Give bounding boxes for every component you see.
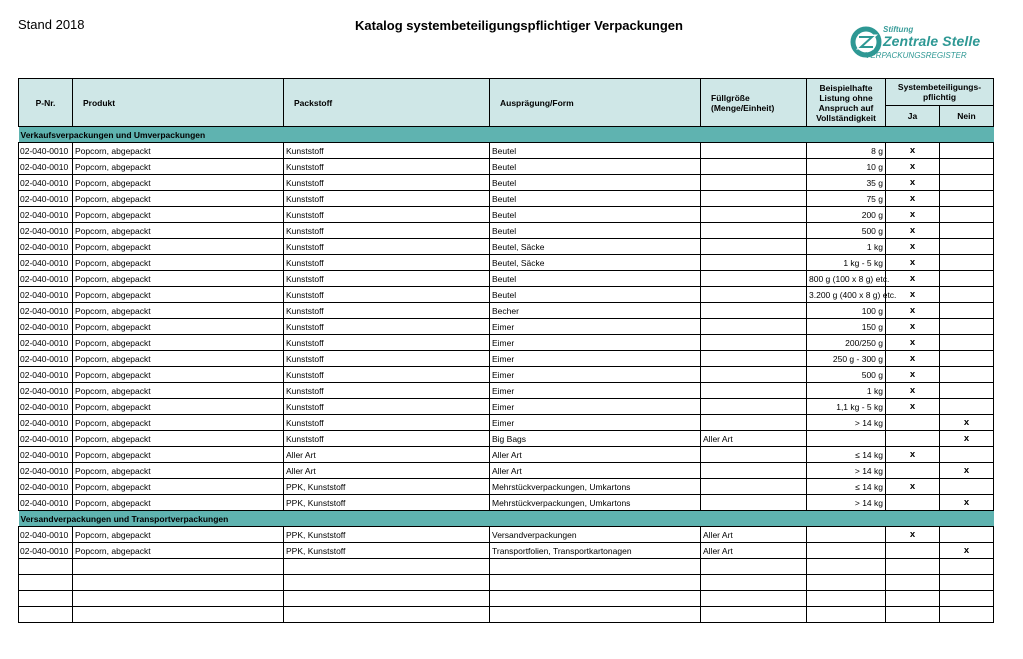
- cell-packstoff: [284, 591, 490, 607]
- cell-produkt: Popcorn, abgepackt: [73, 367, 284, 383]
- cell-beispiel: 75 g: [807, 191, 886, 207]
- cell-nein: [940, 255, 994, 271]
- cell-nein: [940, 607, 994, 623]
- cell-produkt: Popcorn, abgepackt: [73, 335, 284, 351]
- cell-beispiel: [807, 607, 886, 623]
- cell-packstoff: Kunststoff: [284, 271, 490, 287]
- cell-packstoff: Kunststoff: [284, 399, 490, 415]
- cell-beispiel: 1 kg: [807, 239, 886, 255]
- cell-produkt: Popcorn, abgepackt: [73, 463, 284, 479]
- cell-beispiel: > 14 kg: [807, 463, 886, 479]
- cell-produkt: Popcorn, abgepackt: [73, 527, 284, 543]
- cell-beispiel: 500 g: [807, 367, 886, 383]
- cell-packstoff: Kunststoff: [284, 319, 490, 335]
- cell-packstoff: Kunststoff: [284, 335, 490, 351]
- col-header-produkt: Produkt: [73, 79, 284, 127]
- cell-nein: [940, 239, 994, 255]
- cell-produkt: Popcorn, abgepackt: [73, 479, 284, 495]
- cell-ja: x: [886, 239, 940, 255]
- cell-ja: [886, 463, 940, 479]
- col-header-system: Systembeteiligungs-pflichtig: [886, 79, 994, 106]
- cell-packstoff: [284, 607, 490, 623]
- cell-beispiel: 200/250 g: [807, 335, 886, 351]
- cell-fuellgroesse: [701, 143, 807, 159]
- cell-packstoff: Kunststoff: [284, 367, 490, 383]
- cell-nein: [940, 207, 994, 223]
- cell-ja: x: [886, 479, 940, 495]
- cell-form: [490, 607, 701, 623]
- cell-beispiel: 1 kg - 5 kg: [807, 255, 886, 271]
- cell-fuellgroesse: [701, 175, 807, 191]
- cell-form: Eimer: [490, 399, 701, 415]
- cell-fuellgroesse: [701, 239, 807, 255]
- cell-ja: x: [886, 287, 940, 303]
- cell-ja: [886, 495, 940, 511]
- cell-pnr: [19, 607, 73, 623]
- cell-fuellgroesse: [701, 207, 807, 223]
- cell-fuellgroesse: [701, 367, 807, 383]
- table-row: [19, 367, 994, 383]
- cell-form: [490, 559, 701, 575]
- cell-nein: [940, 335, 994, 351]
- cell-packstoff: Kunststoff: [284, 175, 490, 191]
- cell-ja: x: [886, 207, 940, 223]
- cell-ja: [886, 543, 940, 559]
- cell-ja: [886, 431, 940, 447]
- cell-produkt: Popcorn, abgepackt: [73, 399, 284, 415]
- cell-ja: x: [886, 255, 940, 271]
- section-title: Versandverpackungen und Transportverpackungen: [19, 511, 994, 527]
- cell-ja: x: [886, 319, 940, 335]
- cell-produkt: Popcorn, abgepackt: [73, 207, 284, 223]
- zentrale-stelle-logo: [850, 25, 1000, 65]
- table-row: [19, 255, 994, 271]
- cell-nein: [940, 351, 994, 367]
- cell-form: Eimer: [490, 415, 701, 431]
- stand-date: Stand 2018: [18, 17, 85, 32]
- cell-pnr: 02-040-0010: [19, 447, 73, 463]
- cell-pnr: 02-040-0010: [19, 159, 73, 175]
- cell-ja: x: [886, 335, 940, 351]
- table-row: [19, 415, 994, 431]
- cell-nein: [940, 447, 994, 463]
- cell-fuellgroesse: [701, 159, 807, 175]
- cell-ja: x: [886, 383, 940, 399]
- cell-produkt: Popcorn, abgepackt: [73, 143, 284, 159]
- cell-beispiel: ≤ 14 kg: [807, 447, 886, 463]
- cell-produkt: [73, 607, 284, 623]
- cell-produkt: Popcorn, abgepackt: [73, 351, 284, 367]
- cell-form: Aller Art: [490, 447, 701, 463]
- cell-produkt: Popcorn, abgepackt: [73, 255, 284, 271]
- cell-packstoff: Kunststoff: [284, 351, 490, 367]
- cell-form: [490, 591, 701, 607]
- cell-form: Eimer: [490, 367, 701, 383]
- cell-produkt: Popcorn, abgepackt: [73, 303, 284, 319]
- cell-nein: [940, 191, 994, 207]
- cell-beispiel: [807, 527, 886, 543]
- cell-fuellgroesse: [701, 575, 807, 591]
- cell-fuellgroesse: [701, 191, 807, 207]
- cell-ja: [886, 559, 940, 575]
- cell-fuellgroesse: Aller Art: [701, 527, 807, 543]
- cell-packstoff: Kunststoff: [284, 431, 490, 447]
- cell-nein: [940, 591, 994, 607]
- cell-beispiel: [807, 575, 886, 591]
- cell-fuellgroesse: [701, 415, 807, 431]
- cell-beispiel: ≤ 14 kg: [807, 479, 886, 495]
- empty-row: [19, 575, 994, 591]
- cell-beispiel: [807, 559, 886, 575]
- cell-packstoff: Aller Art: [284, 463, 490, 479]
- cell-ja: x: [886, 527, 940, 543]
- cell-packstoff: [284, 559, 490, 575]
- cell-ja: x: [886, 271, 940, 287]
- cell-nein: x: [940, 495, 994, 511]
- cell-ja: x: [886, 191, 940, 207]
- cell-nein: [940, 143, 994, 159]
- cell-pnr: 02-040-0010: [19, 223, 73, 239]
- cell-nein: [940, 399, 994, 415]
- empty-row: [19, 559, 994, 575]
- cell-produkt: Popcorn, abgepackt: [73, 175, 284, 191]
- col-header-nein: Nein: [940, 106, 994, 127]
- col-header-beispiel: Beispielhafte Listung ohne Anspruch auf Vollständigkeit: [807, 79, 886, 127]
- cell-ja: [886, 415, 940, 431]
- cell-produkt: Popcorn, abgepackt: [73, 287, 284, 303]
- col-header-auspraegung: Ausprägung/Form: [490, 79, 701, 127]
- table-row: [19, 335, 994, 351]
- cell-produkt: [73, 591, 284, 607]
- cell-nein: [940, 303, 994, 319]
- section-row: [19, 127, 994, 143]
- cell-beispiel: [807, 591, 886, 607]
- cell-fuellgroesse: [701, 479, 807, 495]
- empty-row: [19, 591, 994, 607]
- cell-produkt: [73, 575, 284, 591]
- cell-beispiel: 1,1 kg - 5 kg: [807, 399, 886, 415]
- cell-ja: x: [886, 143, 940, 159]
- cell-packstoff: Kunststoff: [284, 303, 490, 319]
- cell-form: Beutel: [490, 191, 701, 207]
- cell-ja: x: [886, 223, 940, 239]
- cell-nein: [940, 159, 994, 175]
- cell-pnr: 02-040-0010: [19, 319, 73, 335]
- cell-produkt: Popcorn, abgepackt: [73, 447, 284, 463]
- cell-pnr: 02-040-0010: [19, 415, 73, 431]
- cell-nein: x: [940, 463, 994, 479]
- cell-form: Beutel: [490, 207, 701, 223]
- cell-fuellgroesse: [701, 319, 807, 335]
- cell-packstoff: PPK, Kunststoff: [284, 479, 490, 495]
- cell-nein: [940, 575, 994, 591]
- cell-fuellgroesse: [701, 303, 807, 319]
- col-header-pnr: P-Nr.: [19, 79, 73, 127]
- table-row: [19, 175, 994, 191]
- cell-pnr: 02-040-0010: [19, 543, 73, 559]
- cell-packstoff: [284, 575, 490, 591]
- cell-nein: [940, 367, 994, 383]
- table-row: [19, 319, 994, 335]
- cell-nein: [940, 527, 994, 543]
- cell-fuellgroesse: [701, 223, 807, 239]
- cell-pnr: 02-040-0010: [19, 239, 73, 255]
- cell-form: Versandverpackungen: [490, 527, 701, 543]
- table-row: [19, 191, 994, 207]
- cell-packstoff: Kunststoff: [284, 191, 490, 207]
- cell-fuellgroesse: [701, 351, 807, 367]
- cell-nein: x: [940, 543, 994, 559]
- cell-nein: [940, 559, 994, 575]
- cell-form: Mehrstückverpackungen, Umkartons: [490, 495, 701, 511]
- table-row: [19, 431, 994, 447]
- cell-nein: [940, 287, 994, 303]
- cell-fuellgroesse: [701, 399, 807, 415]
- table-row: [19, 287, 994, 303]
- cell-produkt: [73, 559, 284, 575]
- table-row: [19, 399, 994, 415]
- cell-fuellgroesse: [701, 287, 807, 303]
- cell-nein: [940, 223, 994, 239]
- col-header-packstoff: Packstoff: [284, 79, 490, 127]
- cell-pnr: 02-040-0010: [19, 175, 73, 191]
- cell-nein: [940, 319, 994, 335]
- cell-pnr: 02-040-0010: [19, 383, 73, 399]
- table-row: [19, 271, 994, 287]
- cell-form: Big Bags: [490, 431, 701, 447]
- cell-fuellgroesse: [701, 271, 807, 287]
- cell-form: Beutel: [490, 159, 701, 175]
- cell-form: Aller Art: [490, 463, 701, 479]
- cell-pnr: [19, 559, 73, 575]
- cell-beispiel: > 14 kg: [807, 415, 886, 431]
- page-title: Katalog systembeteiligungspflichtiger Verpackungen: [355, 18, 683, 33]
- cell-fuellgroesse: [701, 607, 807, 623]
- cell-form: Beutel: [490, 175, 701, 191]
- cell-form: Mehrstückverpackungen, Umkartons: [490, 479, 701, 495]
- cell-packstoff: PPK, Kunststoff: [284, 527, 490, 543]
- cell-pnr: 02-040-0010: [19, 255, 73, 271]
- cell-produkt: Popcorn, abgepackt: [73, 239, 284, 255]
- cell-pnr: 02-040-0010: [19, 399, 73, 415]
- cell-pnr: 02-040-0010: [19, 207, 73, 223]
- cell-nein: [940, 175, 994, 191]
- cell-pnr: 02-040-0010: [19, 143, 73, 159]
- cell-pnr: 02-040-0010: [19, 287, 73, 303]
- cell-fuellgroesse: [701, 495, 807, 511]
- cell-pnr: 02-040-0010: [19, 351, 73, 367]
- table-row: [19, 479, 994, 495]
- cell-packstoff: Kunststoff: [284, 223, 490, 239]
- cell-beispiel: 800 g (100 x 8 g) etc.: [807, 271, 886, 287]
- cell-pnr: 02-040-0010: [19, 431, 73, 447]
- cell-nein: [940, 383, 994, 399]
- cell-fuellgroesse: [701, 383, 807, 399]
- cell-packstoff: Kunststoff: [284, 415, 490, 431]
- cell-form: Transportfolien, Transportkartonagen: [490, 543, 701, 559]
- cell-nein: x: [940, 415, 994, 431]
- cell-fuellgroesse: Aller Art: [701, 431, 807, 447]
- cell-form: [490, 575, 701, 591]
- cell-fuellgroesse: [701, 559, 807, 575]
- cell-fuellgroesse: Aller Art: [701, 543, 807, 559]
- cell-fuellgroesse: [701, 447, 807, 463]
- cell-pnr: 02-040-0010: [19, 527, 73, 543]
- cell-beispiel: 1 kg: [807, 383, 886, 399]
- cell-beispiel: 250 g - 300 g: [807, 351, 886, 367]
- logo-line-3: VERPACKUNGSREGISTER: [865, 51, 967, 60]
- cell-pnr: 02-040-0010: [19, 271, 73, 287]
- cell-produkt: Popcorn, abgepackt: [73, 319, 284, 335]
- cell-packstoff: PPK, Kunststoff: [284, 495, 490, 511]
- cell-ja: x: [886, 447, 940, 463]
- cell-beispiel: 35 g: [807, 175, 886, 191]
- table-row: [19, 383, 994, 399]
- table-row: [19, 159, 994, 175]
- table-row: [19, 351, 994, 367]
- cell-fuellgroesse: [701, 255, 807, 271]
- cell-nein: [940, 479, 994, 495]
- cell-beispiel: 100 g: [807, 303, 886, 319]
- logo-line-2: Zentrale Stelle: [883, 33, 981, 49]
- cell-pnr: 02-040-0010: [19, 479, 73, 495]
- cell-nein: x: [940, 431, 994, 447]
- cell-form: Beutel: [490, 223, 701, 239]
- cell-produkt: Popcorn, abgepackt: [73, 495, 284, 511]
- col-header-fuellgroesse: Füllgröße (Menge/Einheit): [701, 79, 807, 127]
- cell-packstoff: Kunststoff: [284, 159, 490, 175]
- cell-produkt: Popcorn, abgepackt: [73, 543, 284, 559]
- empty-row: [19, 607, 994, 623]
- cell-packstoff: Kunststoff: [284, 207, 490, 223]
- cell-beispiel: 200 g: [807, 207, 886, 223]
- cell-pnr: 02-040-0010: [19, 303, 73, 319]
- cell-beispiel: [807, 543, 886, 559]
- cell-packstoff: Kunststoff: [284, 287, 490, 303]
- cell-beispiel: 3.200 g (400 x 8 g) etc.: [807, 287, 886, 303]
- section-title: Verkaufsverpackungen und Umverpackungen: [19, 127, 994, 143]
- cell-ja: x: [886, 303, 940, 319]
- cell-packstoff: Aller Art: [284, 447, 490, 463]
- cell-ja: [886, 607, 940, 623]
- table-row: [19, 143, 994, 159]
- cell-produkt: Popcorn, abgepackt: [73, 223, 284, 239]
- cell-beispiel: [807, 431, 886, 447]
- cell-packstoff: PPK, Kunststoff: [284, 543, 490, 559]
- cell-produkt: Popcorn, abgepackt: [73, 271, 284, 287]
- cell-beispiel: 8 g: [807, 143, 886, 159]
- cell-pnr: 02-040-0010: [19, 495, 73, 511]
- cell-pnr: [19, 591, 73, 607]
- cell-produkt: Popcorn, abgepackt: [73, 159, 284, 175]
- cell-beispiel: 10 g: [807, 159, 886, 175]
- table-row: [19, 527, 994, 543]
- cell-form: Beutel: [490, 143, 701, 159]
- logo-line-1: Stiftung: [883, 25, 914, 34]
- cell-nein: [940, 271, 994, 287]
- table-row: [19, 543, 994, 559]
- cell-packstoff: Kunststoff: [284, 383, 490, 399]
- cell-pnr: 02-040-0010: [19, 367, 73, 383]
- cell-pnr: 02-040-0010: [19, 335, 73, 351]
- cell-ja: x: [886, 399, 940, 415]
- cell-beispiel: > 14 kg: [807, 495, 886, 511]
- cell-form: Eimer: [490, 383, 701, 399]
- cell-form: Beutel, Säcke: [490, 239, 701, 255]
- cell-beispiel: 150 g: [807, 319, 886, 335]
- table-row: [19, 223, 994, 239]
- cell-fuellgroesse: [701, 463, 807, 479]
- cell-ja: x: [886, 175, 940, 191]
- cell-packstoff: Kunststoff: [284, 143, 490, 159]
- cell-form: Beutel: [490, 271, 701, 287]
- catalog-table: [18, 78, 994, 623]
- cell-form: Beutel, Säcke: [490, 255, 701, 271]
- table-row: [19, 207, 994, 223]
- table-row: [19, 495, 994, 511]
- cell-pnr: 02-040-0010: [19, 191, 73, 207]
- table-row: [19, 239, 994, 255]
- table-row: [19, 447, 994, 463]
- cell-ja: x: [886, 351, 940, 367]
- cell-fuellgroesse: [701, 335, 807, 351]
- col-header-ja: Ja: [886, 106, 940, 127]
- cell-ja: x: [886, 367, 940, 383]
- table-row: [19, 303, 994, 319]
- cell-form: Eimer: [490, 335, 701, 351]
- cell-form: Becher: [490, 303, 701, 319]
- table-row: [19, 463, 994, 479]
- cell-pnr: [19, 575, 73, 591]
- cell-packstoff: Kunststoff: [284, 255, 490, 271]
- cell-fuellgroesse: [701, 591, 807, 607]
- cell-form: Eimer: [490, 319, 701, 335]
- cell-ja: [886, 591, 940, 607]
- cell-produkt: Popcorn, abgepackt: [73, 191, 284, 207]
- section-row: [19, 511, 994, 527]
- cell-produkt: Popcorn, abgepackt: [73, 431, 284, 447]
- cell-produkt: Popcorn, abgepackt: [73, 415, 284, 431]
- cell-pnr: 02-040-0010: [19, 463, 73, 479]
- cell-form: Beutel: [490, 287, 701, 303]
- cell-form: Eimer: [490, 351, 701, 367]
- cell-ja: x: [886, 159, 940, 175]
- cell-packstoff: Kunststoff: [284, 239, 490, 255]
- cell-ja: [886, 575, 940, 591]
- cell-beispiel: 500 g: [807, 223, 886, 239]
- cell-produkt: Popcorn, abgepackt: [73, 383, 284, 399]
